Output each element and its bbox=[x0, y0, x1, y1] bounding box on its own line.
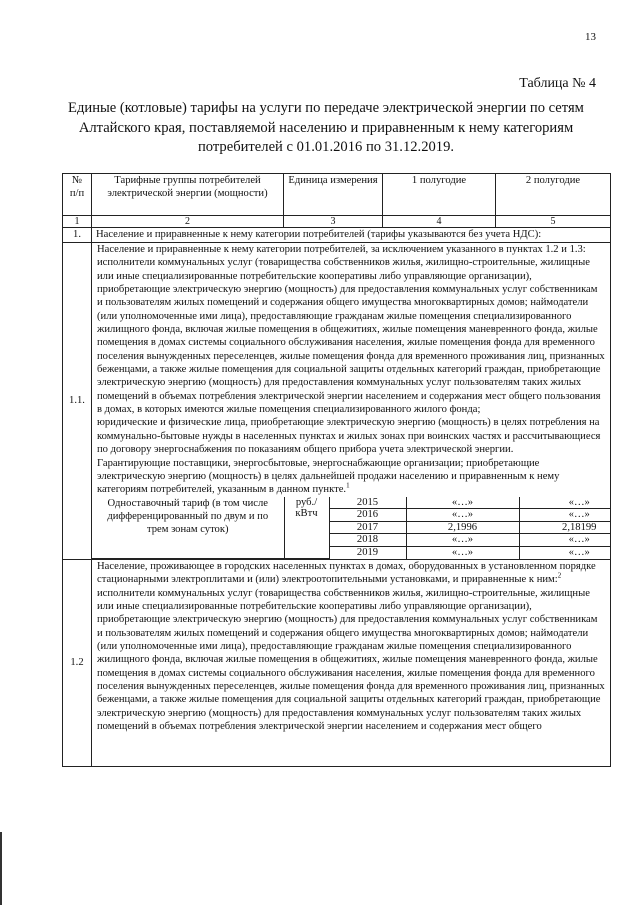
row-1-1-content bbox=[92, 243, 611, 560]
row-1-1-paragraph-3-text: Гарантирующие поставщики, энергосбытовые, энергоснабжающие организации; приобретающие электрическую энергию (мощность) в целях дальнейшей продажи населению и приравненным к нему категориям потребителей, указанным в данном пункте. bbox=[97, 457, 560, 496]
table-header-row bbox=[63, 174, 611, 216]
document-title: Единые (котловые) тарифы на услуги по передаче электрической энергии по сетям Алтайского края, поставляемой населению и приравненным к нему категориям потребителей с 01.01.2016 по 31.12.2019. bbox=[68, 100, 584, 155]
column-number: 2 bbox=[92, 216, 284, 228]
row-1-1-intro: Население и приравненные к нему категории потребителей, за исключением указанного в пунктах 1.2 и 1.3: bbox=[97, 244, 586, 255]
tariff-first-half-value: «…» bbox=[406, 509, 519, 522]
section-1-row bbox=[63, 228, 611, 243]
row-1-2-paragraph-1: исполнители коммунальных услуг (товарищества собственников жилья, жилищно-строительные, жилищные или иные специализированные потребительские кооперативы либо управляющие организации), приобретающие электрическую энергию (мощность) для предоставления коммунальных услуг собственникам и пользователям жилых помещений и содержания общего имущества многоквартирных домов; наймодатели (или уполномоченные ими лица), предоставляющие гражданам жилые помещения специализированного жилищного фонда, включая жилые помещения в общежитиях, жилые помещения маневренного фонда, жилые помещения в домах системы социального обслуживания населения, жилые помещения фонда для временного поселения вынужденных переселенцев, жилые помещения фонда для временного проживания лиц, признанных беженцами, а также жилые помещения для социальной защиты отдельных категорий граждан, приобретающие электрическую энергию (мощность) для предоставления коммунальных услуг пользователям таких жилых помещений в объемах потребления электрической энергии населением и содержания мест общего bbox=[97, 587, 605, 733]
tariff-values-table bbox=[92, 497, 611, 559]
tariff-second-half-value: «…» bbox=[519, 497, 611, 509]
tariff-second-half-value: «…» bbox=[519, 509, 611, 522]
tariff-second-half-value: «…» bbox=[519, 534, 611, 547]
row-1-1 bbox=[63, 243, 611, 560]
header-consumer-groups: Тарифные группы потребителей электрической энергии (мощности) bbox=[92, 174, 284, 216]
tariff-unit: руб./кВтч bbox=[284, 497, 329, 559]
page-number: 13 bbox=[585, 31, 596, 43]
tariff-year: 2016 bbox=[329, 509, 406, 522]
row-1-1-number: 1.1. bbox=[63, 243, 92, 560]
tariff-first-half-value: «…» bbox=[406, 546, 519, 558]
table-label: Таблица № 4 bbox=[519, 76, 596, 91]
tariff-year: 2015 bbox=[329, 497, 406, 509]
header-second-half: 2 полугодие bbox=[496, 174, 611, 216]
tariff-year: 2018 bbox=[329, 534, 406, 547]
scan-edge-mark bbox=[0, 832, 12, 905]
tariff-row bbox=[92, 497, 611, 509]
section-1-number: 1. bbox=[63, 228, 92, 243]
column-numbers-row bbox=[63, 216, 611, 228]
header-unit: Единица измерения bbox=[284, 174, 383, 216]
footnote-marker: 2 bbox=[557, 571, 562, 580]
column-number: 5 bbox=[496, 216, 611, 228]
row-1-1-description bbox=[92, 243, 610, 497]
footnote-marker: 1 bbox=[346, 481, 350, 490]
tariff-label: Одноставочный тариф (в том числе дифференцированный по двум и по трем зонам суток) bbox=[92, 497, 284, 559]
section-1-text: Население и приравненные к нему категории потребителей (тарифы указываются без учета НДС): bbox=[92, 228, 611, 243]
tariff-year: 2017 bbox=[329, 521, 406, 534]
column-number: 3 bbox=[284, 216, 383, 228]
tariff-first-half-value: 2,1996 bbox=[406, 521, 519, 534]
row-1-1-paragraph-2: юридические и физические лица, приобретающие электрическую энергию (мощность) в целях потребления на коммунально-бытовые нужды в населенных пунктах и жилых зонах при воинских частях и рассчитывающиеся по договору энергоснабжения по показаниям общего прибора учета электрической энергии. bbox=[97, 417, 601, 456]
row-1-2-intro-text: Население, проживающее в городских населенных пунктах в домах, оборудованных в установленном порядке стационарными электроплитами и (или) электроотопительными установками, и приравненные к ним: bbox=[97, 561, 596, 586]
row-1-2-content bbox=[92, 560, 611, 767]
header-first-half: 1 полугодие bbox=[383, 174, 496, 216]
tariff-first-half-value: «…» bbox=[406, 497, 519, 509]
row-1-2 bbox=[63, 560, 611, 767]
tariff-first-half-value: «…» bbox=[406, 534, 519, 547]
row-1-1-paragraph-1: исполнители коммунальных услуг (товарищества собственников жилья, жилищно-строительные, жилищные или иные специализированные потребительские кооперативы либо управляющие организации), приобретающие электрическую энергию (мощность) для предоставления коммунальных услуг собственникам и пользователям жилых помещений и содержания общего имущества многоквартирных домов; наймодатели (или уполномоченные ими лица), предоставляющие гражданам жилые помещения специализированного жилищного фонда, включая жилые помещения в общежитиях, жилые помещения маневренного фонда, жилые помещения в домах системы социального обслуживания населения, жилые помещения фонда для временного поселения вынужденных переселенцев, жилые помещения фонда для временного проживания лиц, признанных беженцами, а также жилые помещения для социальной защиты отдельных категорий граждан, приобретающие электрическую энергию (мощность) для предоставления коммунальных услуг пользователям таких жилых помещений в объемах потребления электрической энергии населением и содержания мест общего пользования в домах, в которых имеются жилые помещения специализированного жилого фонда; bbox=[97, 257, 605, 416]
tariff-table bbox=[62, 173, 611, 767]
column-number: 1 bbox=[63, 216, 92, 228]
tariff-second-half-value: «…» bbox=[519, 546, 611, 558]
row-1-2-intro bbox=[97, 560, 605, 587]
row-1-2-number: 1.2 bbox=[63, 560, 92, 767]
row-1-1-paragraph-3 bbox=[97, 457, 605, 497]
column-number: 4 bbox=[383, 216, 496, 228]
tariff-second-half-value: 2,18199 bbox=[519, 521, 611, 534]
row-1-2-description bbox=[92, 560, 610, 766]
tariff-year: 2019 bbox=[329, 546, 406, 558]
header-number: № п/п bbox=[63, 174, 92, 216]
